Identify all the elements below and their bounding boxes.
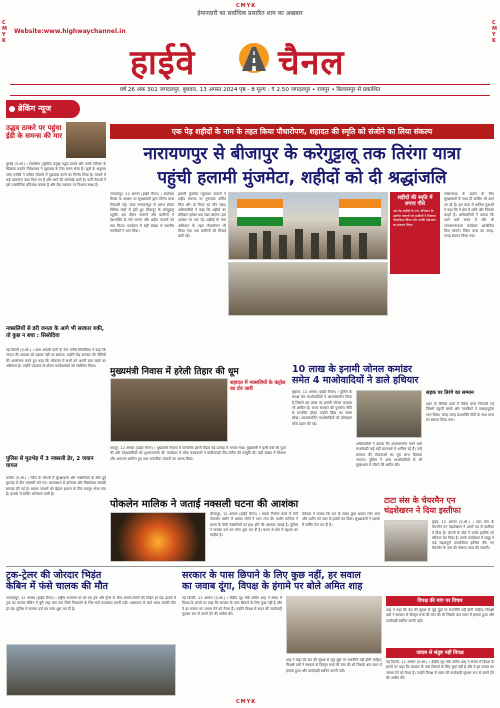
side-k: K — [2, 38, 6, 44]
side-c: C — [2, 20, 6, 26]
surrender-photo — [356, 390, 422, 438]
left-column — [6, 100, 106, 562]
shah-headline-line-1: सरकार के पास छिपाने के लिए कुछ नहीं, हर सवाल — [182, 570, 361, 581]
cm-caption: शहादत में नक्सलियों के कंट्रोल का टोर जारी — [230, 380, 286, 392]
tata-headline-line-1: टाटा संस के चेयरमैन एन — [384, 496, 456, 505]
tata-headline — [384, 496, 494, 516]
cmyk-mark-top: CMYK — [236, 3, 257, 9]
side-m-right: M — [492, 26, 497, 32]
callout-title: शहीदों की स्मृति में लगाए पौधे — [397, 195, 433, 207]
left-sub-headline-1: नक्सलियों से डरी जनता के आगे भी सरकार रुकी, तो कुछ न बचा : सिसोदिया — [6, 326, 104, 339]
breaking-news-label: ब्रेकिंग न्यूज — [6, 100, 80, 118]
right-sub-body: शहर के विभिन्न वार्डों में तिरंगा यात्रा निकाली गई जिसमें स्कूली बच्चों और नागरिकों ने उत्साहपूर्वक भाग लिया। जगह-जगह देशभक्ति गीतों के साथ यात्रा का स्वागत किया गया। — [426, 402, 494, 422]
road-logo-icon — [234, 41, 274, 75]
surrender-body: सुकमा, 12 अगस्त (हाईवे चैनल) । पुलिस के समक्ष चार माओवादियों ने आत्मसमर्पण किया है जिसमें दस लाख का इनामी जोनल कमांडर भी शामिल है। राज्य सरकार की पुनर्वास नीति से प्रभावित होकर उन्होंने हिंसा का रास्ता छोड़ा। आत्मसमर्पित माओवादियों को प्रोत्साहन राशि प्रदान की गई। — [292, 390, 352, 426]
lead-col-4: नक्सलवाद के खात्मे के लिए सुरक्षाबलों के साथ ही ग्रामीण भी आगे आ रहे हैं। इस यात्रा में शामिल युवाओं ने कहा कि वे क्षेत्र में शांति और विकास चाहते हैं। अधिकारियों ने बताया कि आने वाले समय में और भी जनजागरूकता कार्यक्रम आयोजित किए जाएंगे। तिरंगा यात्रा का जगह-जगह स्वागत किया गया। — [444, 192, 494, 239]
masthead-tagline: ईमानदारी का सर्वाधिक प्रसारित शाम का अखबार — [197, 10, 303, 17]
left-sub-headline-2: पुलिस से मुठभेड़ में 3 नक्सली ढेर, 2 जवान घायल — [6, 456, 94, 469]
side-k-right: K — [492, 38, 496, 44]
lead-col-1: जगदलपुर, 12 अगस्त (हाईवे चैनल) । स्वतंत्रता दिवस के अवसर पर सुरक्षाबलों द्वारा तिरंगा यात्रा निकाली गई। यात्रा नारायणपुर से प्रारंभ होकर विभिन्न गांवों से होते हुए बीजापुर के करेगुट्टालू पहुंची। इस दौरान जवानों और ग्रामीणों ने देशभक्ति के नारे लगाए और शहीद जवानों को याद किया। कार्यक्रम में बड़ी संख्या में स्थानीय नागरिकों ने भाग लिया। — [110, 192, 174, 234]
lead-headline-line-1: नारायणपुर से बीजापुर के करेगुट्टालू तक तिरंगा यात्रा — [143, 144, 461, 164]
fire-photo — [110, 512, 206, 562]
shah-box-1: विपक्ष की मांग पर विचार — [386, 596, 494, 606]
fire-body: बीजापुर, 12 अगस्त (हाईवे चैनल) । सड़क निर्माण कार्य में लगी पोकलेन मशीन में अज्ञात लोगों ने आग लगा दी। मशीन मालिक ने घटना के पीछे नक्सलियों का हाथ होने की आशंका जताई है। पुलिस ने मामला दर्ज कर जांच शुरू कर दी है। घटना से क्षेत्र में दहशत का माहौल है। — [210, 512, 298, 538]
lead-headline — [110, 142, 494, 190]
fire-body-2: ठेकेदार ने बताया कि रात के समय कुछ अज्ञात लोग आए और मशीन को आग के हवाले कर दिया। सुरक्षाबलों ने इलाके में सर्चिंग तेज कर दी है। — [302, 512, 380, 527]
lead-photo-second — [228, 262, 388, 316]
left-sub-body-2: कांकेर (ए.ओ.) । जिले के जंगलों में सुरक्षाबलों और नक्सलियों के बीच हुई मुठभेड़ में तीन नक्सली मारे गए। घटनास्थल से हथियार और विस्फोटक सामग्री बरामद की गई है। घायल जवानों को बेहतर इलाज के लिए रायपुर भेजा गया है। इलाके में सर्चिंग अभियान जारी है। — [6, 476, 106, 496]
shah-box-1-body: शाह ने कहा कि देश की सुरक्षा से जुड़े मुद्दों पर राजनीति नहीं होनी चाहिए। विपक्षी दलों ने सरकार से विस्तृत चर्चा की मांग की थी जिसके बाद सदन में हंगामा हुआ और कार्यवाही स्थगित करनी पड़ी। — [386, 608, 494, 623]
shah-body-2: शाह ने कहा कि देश की सुरक्षा से जुड़े मुद्दों पर राजनीति नहीं होनी चाहिए। विपक्षी दलों ने सरकार से विस्तृत चर्चा की मांग की थी जिसके बाद सदन में हंगामा हुआ और कार्यवाही स्थगित करनी पड़ी। — [286, 658, 382, 673]
website-link[interactable]: Website:www.highwaychannel.in — [14, 28, 126, 35]
logo-text-right: चैनल — [278, 43, 345, 83]
tricolor-flag-icon — [229, 193, 389, 261]
truck-headline-line-2: केबिन में फंसे चालक की मौत — [6, 581, 108, 592]
lead-photo-main — [228, 192, 388, 260]
tata-photo — [384, 520, 428, 562]
surrender-headline-line-2: समेत 4 माओवादियों ने डाले हथियार — [292, 375, 419, 386]
cm-headline: मुख्यमंत्री निवास में हरेली तिहार की धूम — [110, 367, 239, 377]
truck-headline-line-1: ट्रक-ट्रेलर की जोरदार भिड़ंत — [6, 570, 102, 581]
divider-bottom — [6, 566, 494, 567]
side-y: Y — [2, 32, 6, 38]
shah-body: नई दिल्ली, 12 अगस्त (ए.ओ.) । केंद्रीय गृह मंत्री अमित शाह ने संसद में विपक्ष के हंगामे पर कहा कि सरकार के पास छिपाने के लिए कुछ नहीं है और वे हर सवाल का जवाब देने को तैयार हैं। उन्होंने विपक्ष से सदन की कार्यवाही सुचारू रूप से चलने देने की अपील की। — [182, 596, 282, 616]
side-c-right: C — [492, 20, 496, 26]
cmyk-mark-bottom: CMYK — [236, 699, 257, 705]
truck-body: जगदलपुर, 12 अगस्त (हाईवे चैनल) । राष्ट्रीय राजमार्ग पर देर रात ट्रक और ट्रेलर के बीच आमने-सामने की भिड़ंत हो गई। हादसे में ट्रक का चालक केबिन में बुरी तरह फंस गया जिसे निकालने के लिए घंटों मशक्कत करनी पड़ी। अस्पताल ले जाते समय उसकी मौत हो गई। पुलिस ने मामला दर्ज कर जांच शुरू कर दी है। — [6, 596, 176, 611]
tata-headline-line-2: चंद्रशेखरन ने दिया इस्तीफा — [384, 506, 461, 515]
left-lead-headline: उद्धव ठाकरे पर पहुंचा ईडी के समन्स की मार — [6, 124, 63, 140]
cm-body: रायपुर, 12 अगस्त (हाईवे चैनल) । मुख्यमंत्री निवास में पारंपरिक हरेली तिहार बड़े उत्साह से मनाया गया। मुख्यमंत्री ने कृषि यंत्रों की पूजा की और प्रदेशवासियों को शुभकामनाएं दीं। कार्यक्रम में लोक कलाकारों ने छत्तीसगढ़ी गीत-संगीत की प्रस्तुति दी। बड़ी संख्या में किसान और आमजन शामिल हुए तथा पारंपरिक व्यंजनों का आनंद लिया। — [110, 446, 286, 461]
lead-banner: एक पेड़ शहीदों के नाम के तहत किया पौधारोपण, शहादत की स्मृति को संजोने का लिया संकल्प — [110, 124, 494, 139]
shah-headline — [182, 570, 494, 592]
shah-box-2-body: नई दिल्ली, 12 अगस्त (ए.ओ.) । केंद्रीय गृह मंत्री अमित शाह ने संसद में विपक्ष के हंगामे पर कहा कि सरकार के पास छिपाने के लिए कुछ नहीं है और वे हर सवाल का जवाब देने को तैयार हैं। उन्होंने विपक्ष से सदन की कार्यवाही सुचारू रूप से चलने देने की अपील की। — [386, 660, 494, 680]
surrender-headline — [292, 364, 494, 386]
side-m: M — [2, 26, 7, 32]
truck-headline — [6, 570, 176, 592]
lead-headline-line-2: पहुंची हलामी मुंजमेटा, शहीदों को दी श्रद्धांजलि — [157, 168, 447, 188]
callout-body: एक पेड़ शहीदों के नाम अभियान के अंतर्गत जवानों एवं ग्रामीणों ने मिलकर पौधारोपण किया और उनकी देखभाल का संकल्प लिया। — [393, 209, 436, 227]
cm-photo — [110, 378, 228, 442]
newspaper-logo — [130, 38, 390, 83]
shah-photo — [286, 596, 382, 654]
left-lead-body: मुम्बई (ए.ओ.) । शिवसेना (यूबीटी) प्रमुख उद्धव ठाकरे और उनके परिवार के खिलाफ प्रवर्तन निदेशालय ने पूछताछ के लिए समन भेजा है। सूत्रों के अनुसार जांच एजेंसी ने कथित घोटाले में पूछताछ करने का निर्णय लिया है। मामले में कई दस्तावेज जब्त किए गए हैं और आगे की कार्रवाई जारी है। पार्टी नेताओं ने इसे राजनीतिक प्रतिशोध बताया है और केंद्र सरकार पर निशाना साधा है। — [6, 162, 106, 188]
right-sub-headline: सड़क पर तिरंगे का सम्मान — [426, 390, 474, 396]
lead-callout-box — [390, 192, 440, 274]
fire-headline: पोकलेन मालिक ने जताई नक्सली घटना की आशंका — [110, 499, 299, 510]
left-lead-photo — [66, 122, 106, 158]
shah-headline-line-2: का जवाब दूंगा, विपक्ष के हंगामे पर बोले अमित शाह — [182, 581, 363, 592]
logo-text-left: हाईवे — [130, 43, 196, 83]
cmyk-side-right — [492, 20, 498, 44]
cmyk-side-left — [2, 20, 8, 44]
shah-box-2: जवाब से संतुष्ट नहीं विपक्ष — [386, 648, 494, 658]
surrender-headline-line-1: 10 लाख के इनामी जोनल कमांडर — [292, 364, 412, 375]
truck-photo — [6, 644, 176, 696]
lead-col-2: हलामी मुंजमेटा पहुंचकर जवानों ने शहीद स्मारक पर पुष्पचक्र अर्पित किए और दो मिनट का मौन रखा। अधिकारियों ने कहा कि शहीदों का बलिदान हमेशा याद रखा जाएगा। इस अवसर पर एक पेड़ शहीदों के नाम अभियान के तहत पौधारोपण भी किया गया तथा ग्रामीणों को मिठाई बांटी गई। — [178, 192, 226, 239]
side-y-right: Y — [492, 32, 496, 38]
dateline-bar: वर्ष 26 अंक 302 जगदलपुर, बुधवार, 13 अगस्त 2024 पृष्ठ - 8 मूल्य : ₹ 2.50 जगदलपुर • रायपुर • बिलासपुर से प्रकाशित — [10, 84, 490, 96]
tata-body: मुंबई, 12 अगस्त (ए.ओ.) । टाटा संस के चेयरमैन एन चंद्रशेखरन ने अपने पद से इस्तीफा दे दिया है। कंपनी के बोर्ड ने उनके इस्तीफे को स्वीकार कर लिया है। उनके कार्यकाल में समूह ने कई महत्वपूर्ण उपलब्धियां हासिल कीं। नए चेयरमैन के नाम की घोषणा जल्द की जाएगी। — [432, 520, 494, 551]
surrender-body-2: अधिकारियों ने बताया कि आत्मसमर्पण करने वाले माओवादी कई बड़ी घटनाओं में शामिल रहे हैं। उन्हें सरकार की योजनाओं का पूरा लाभ दिलाया जाएगा। पुलिस ने अन्य माओवादियों से भी मुख्यधारा में लौटने की अपील की। — [356, 442, 422, 468]
left-sub-body-1: नई दिल्ली (ए.ओ.) । आम आदमी पार्टी के नेता मनीष सिसोदिया ने कहा कि जनता की आवाज को दबाया नहीं जा सकता। उन्होंने केंद्र सरकार की नीतियों की आलोचना करते हुए कहा कि लोकतंत्र में सभी को अपनी बात रखने का अधिकार है। उन्होंने पदयात्रा के दौरान कार्यकर्ताओं को संबोधित किया। — [6, 348, 106, 368]
